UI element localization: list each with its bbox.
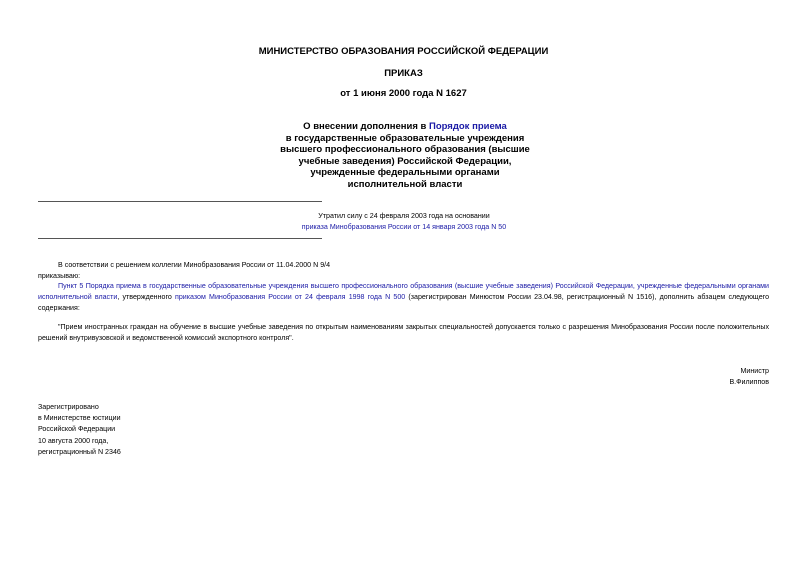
title-line: учрежденные федеральными органами — [310, 167, 500, 178]
registration-line: 10 августа 2000 года, — [38, 436, 109, 445]
ministry-title: МИНИСТЕРСТВО ОБРАЗОВАНИЯ РОССИЙСКОЙ ФЕДЕРАЦИИ — [258, 46, 549, 57]
intro-paragraph: В соответствии с решением коллегии Минобразования России от 11.04.2000 N 9/4 — [58, 261, 331, 269]
registration-line: регистрационный N 2346 — [38, 447, 121, 456]
title-line: учебные заведения) Российской Федерации, — [298, 155, 512, 167]
registration-block — [38, 402, 238, 458]
document-title — [270, 121, 540, 190]
order-word: приказываю: — [38, 272, 81, 280]
divider-bottom — [38, 238, 322, 239]
amendment-link-point5[interactable]: Пункт 5 Порядка приема в государственные образовательные учреждения высшего профессионального образования (высшие учебные заведения) Российской Федерации, учрежденные федеральными органами исполнительной власти — [38, 282, 769, 302]
signature-name: В.Филиппов — [729, 378, 769, 386]
doc-type: ПРИКАЗ — [384, 68, 423, 79]
title-link-order[interactable]: Порядок приема — [429, 121, 507, 132]
amendment-paragraph — [38, 281, 769, 315]
title-line: исполнительной власти — [347, 178, 463, 190]
signature-position: Министр — [740, 367, 769, 375]
amendment-text-mid: , утвержденного — [117, 293, 175, 302]
quote-paragraph: "Прием иностранных граждан на обучение в высшие учебные заведения по открытым наименованиям закрытых специальностей допускается только с разрешения Минобразования России после положительных решений внутривузовской и ведомственной комиссий экспортного контроля". — [38, 323, 769, 343]
registration-line: в Министерстве юстиции — [38, 414, 121, 423]
registration-line: Зарегистрировано — [38, 403, 99, 411]
title-prefix: О внесении дополнения в — [303, 121, 429, 132]
amendment-link-order500[interactable]: приказом Минобразования России от 24 февраля 1998 года N 500 — [175, 293, 406, 302]
divider-top — [38, 201, 322, 202]
status-note-link[interactable]: приказа Минобразования России от 14 января 2003 года N 50 — [301, 223, 507, 231]
status-note-text: Утратил силу с 24 февраля 2003 года на основании — [318, 212, 490, 220]
amendment-text-end: (зарегистрирован Минюстом России 23.04.98, регистрационный N 1516), дополнить абзацем следующего содержания: — [38, 293, 770, 313]
title-line: в государственные образовательные учреждения — [285, 132, 525, 144]
title-line: высшего профессионального образования (высшие — [280, 144, 530, 155]
registration-line: Российской Федерации — [38, 425, 116, 434]
doc-date-number: от 1 июня 2000 года N 1627 — [340, 88, 467, 99]
